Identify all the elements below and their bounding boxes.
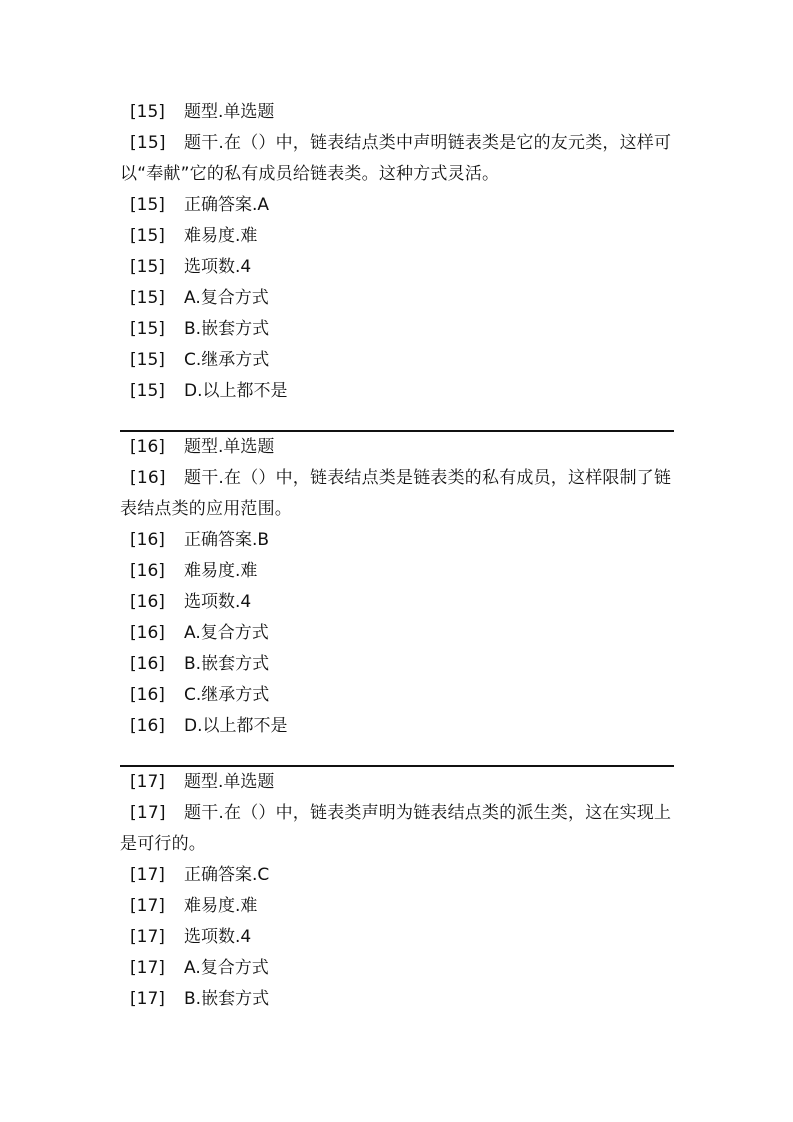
question-index: [17]	[130, 803, 166, 823]
question-15	[120, 97, 674, 407]
option-count: 选项数.4	[184, 927, 252, 947]
question-type-line	[120, 767, 674, 798]
option-line	[120, 680, 674, 711]
answer-line	[120, 860, 674, 891]
option-line	[120, 618, 674, 649]
correct-answer: 正确答案.B	[184, 530, 270, 550]
question-index: [15]	[130, 195, 165, 215]
question-index: [17]	[130, 958, 165, 978]
option-line	[120, 314, 674, 345]
answer-line	[120, 190, 674, 221]
difficulty: 难易度.难	[184, 896, 258, 916]
option-count: 选项数.4	[184, 592, 252, 612]
correct-answer: 正确答案.A	[184, 195, 270, 215]
question-index: [16]	[130, 685, 165, 705]
question-17	[120, 767, 674, 1015]
difficulty: 难易度.难	[184, 561, 258, 581]
option-line	[120, 376, 674, 407]
option-count: 选项数.4	[184, 257, 252, 277]
question-stem: 题干.在（）中，链表结点类中声明链表类是它的友元类，这样可以“奉献”它的私有成员给链表类。这种方式灵活。	[120, 133, 672, 184]
question-stem: 题干.在（）中，链表结点类是链表类的私有成员，这样限制了链表结点类的应用范围。	[120, 468, 672, 519]
question-index: [16]	[130, 716, 165, 736]
question-type: 题型.单选题	[184, 437, 275, 457]
question-index: [17]	[130, 989, 165, 1009]
question-index: [16]	[130, 437, 165, 457]
option-c: C.继承方式	[184, 350, 270, 370]
option-b: B.嵌套方式	[184, 319, 270, 339]
correct-answer: 正确答案.C	[184, 865, 270, 885]
option-c: C.继承方式	[184, 685, 270, 705]
question-index: [15]	[130, 350, 165, 370]
question-index: [17]	[130, 927, 165, 947]
option-a: A.复合方式	[184, 623, 269, 643]
question-index: [16]	[130, 654, 165, 674]
difficulty: 难易度.难	[184, 226, 258, 246]
question-stem: 题干.在（）中，链表类声明为链表结点类的派生类，这在实现上是可行的。	[120, 803, 672, 854]
question-16	[120, 432, 674, 742]
question-index: [17]	[130, 772, 165, 792]
question-index: [15]	[130, 257, 165, 277]
option-line	[120, 345, 674, 376]
difficulty-line	[120, 556, 674, 587]
question-index: [17]	[130, 865, 165, 885]
question-index: [15]	[130, 102, 165, 122]
option-count-line	[120, 252, 674, 283]
option-line	[120, 984, 674, 1015]
question-index: [16]	[130, 530, 165, 550]
question-index: [16]	[130, 561, 165, 581]
option-line	[120, 649, 674, 680]
option-line	[120, 711, 674, 742]
option-a: A.复合方式	[184, 958, 269, 978]
question-index: [17]	[130, 896, 165, 916]
option-d: D.以上都不是	[184, 716, 288, 736]
option-b: B.嵌套方式	[184, 654, 270, 674]
question-type-line	[120, 432, 674, 463]
document-page	[120, 97, 674, 1015]
question-index: [15]	[130, 288, 165, 308]
answer-line	[120, 525, 674, 556]
question-index: [15]	[130, 381, 165, 401]
question-index: [16]	[130, 623, 165, 643]
option-b: B.嵌套方式	[184, 989, 270, 1009]
option-line	[120, 953, 674, 984]
question-index: [15]	[130, 226, 165, 246]
question-index: [15]	[130, 319, 165, 339]
question-index: [16]	[130, 468, 166, 488]
option-a: A.复合方式	[184, 288, 269, 308]
option-count-line	[120, 922, 674, 953]
option-d: D.以上都不是	[184, 381, 288, 401]
question-type: 题型.单选题	[184, 772, 275, 792]
option-line	[120, 283, 674, 314]
question-stem-line	[120, 798, 674, 860]
difficulty-line	[120, 891, 674, 922]
difficulty-line	[120, 221, 674, 252]
question-type-line	[120, 97, 674, 128]
question-index: [16]	[130, 592, 165, 612]
option-count-line	[120, 587, 674, 618]
question-stem-line	[120, 128, 674, 190]
question-index: [15]	[130, 133, 166, 153]
question-stem-line	[120, 463, 674, 525]
question-type: 题型.单选题	[184, 102, 275, 122]
